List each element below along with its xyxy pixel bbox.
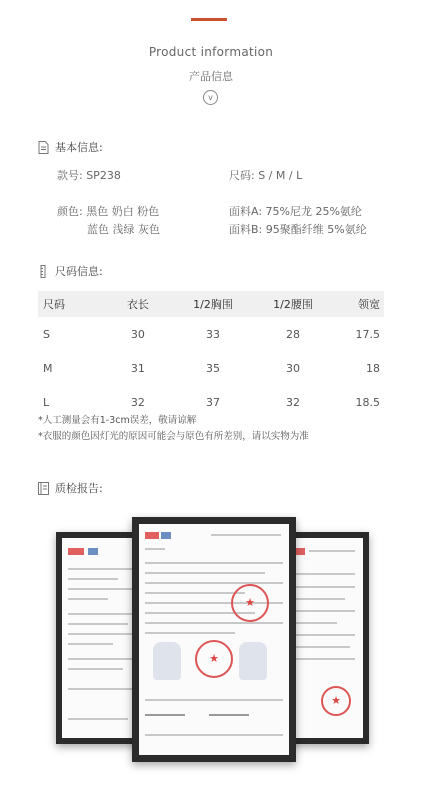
size-table xyxy=(38,291,384,419)
cell-neck: 18.5 xyxy=(355,395,380,409)
chevron-down-icon[interactable]: v xyxy=(203,90,218,105)
color-options: 颜色: 黑色 奶白 粉色 xyxy=(57,205,160,218)
document-icon xyxy=(38,141,49,154)
cell-waist: 30 xyxy=(286,361,301,375)
col-header-size: 尺码 xyxy=(43,298,65,311)
col-header-neck: 领宽 xyxy=(358,298,380,311)
size-info-heading xyxy=(38,263,103,279)
col-header-length: 衣长 xyxy=(126,298,149,311)
certificate-center xyxy=(139,524,289,755)
cell-size: M xyxy=(43,361,53,375)
section-title-cn: 产品信息 xyxy=(189,70,233,83)
certificate-left xyxy=(62,538,142,738)
report-heading xyxy=(38,480,103,496)
cell-size: L xyxy=(43,395,50,409)
report-label: 质检报告: xyxy=(55,482,103,495)
cell-size: S xyxy=(43,327,50,341)
note-color: *衣服的颜色因灯光的原因可能会与原色有所差别，请以实物为准 xyxy=(38,431,309,442)
red-seal-stamp-top: ★ xyxy=(231,584,269,622)
certificate-frame-center xyxy=(132,517,296,762)
table-row xyxy=(38,351,384,385)
cell-length: 31 xyxy=(130,361,145,375)
cell-waist: 32 xyxy=(286,395,301,409)
col-header-waist: 1/2腰围 xyxy=(273,298,313,311)
color-options-line2: 蓝色 浅绿 灰色 xyxy=(87,223,160,236)
garment-photo-1 xyxy=(153,642,181,680)
table-row xyxy=(38,317,384,351)
fabric-b: 面料B: 95聚酯纤维 5%氨纶 xyxy=(229,223,367,236)
cell-chest: 35 xyxy=(205,361,220,375)
ruler-icon xyxy=(38,265,49,278)
garment-photo-2 xyxy=(239,642,267,680)
col-header-chest: 1/2胸围 xyxy=(193,298,233,311)
cell-chest: 37 xyxy=(205,395,220,409)
fabric-a: 面料A: 75%尼龙 25%氨纶 xyxy=(229,205,362,218)
cell-chest: 33 xyxy=(205,327,220,341)
size-info-label: 尺码信息: xyxy=(55,265,103,278)
cell-waist: 28 xyxy=(286,327,301,341)
certificate-right xyxy=(289,538,363,738)
cell-length: 32 xyxy=(130,395,145,409)
basic-info-heading xyxy=(38,139,103,155)
cell-neck: 18 xyxy=(366,361,380,375)
red-seal-stamp-right: ★ xyxy=(321,686,351,716)
note-measurement: *人工测量会有1-3cm误差，敬请谅解 xyxy=(38,415,197,426)
accent-bar xyxy=(191,18,227,21)
model-number: 款号: SP238 xyxy=(57,169,121,182)
cell-neck: 17.5 xyxy=(355,327,380,341)
table-header-row xyxy=(38,291,384,317)
section-title-en: Product information xyxy=(148,45,274,59)
red-seal-stamp-bottom: ★ xyxy=(195,640,233,678)
size-options: 尺码: S / M / L xyxy=(229,169,303,182)
basic-info-label: 基本信息: xyxy=(55,141,103,154)
cell-length: 30 xyxy=(130,327,145,341)
report-icon xyxy=(38,482,49,495)
